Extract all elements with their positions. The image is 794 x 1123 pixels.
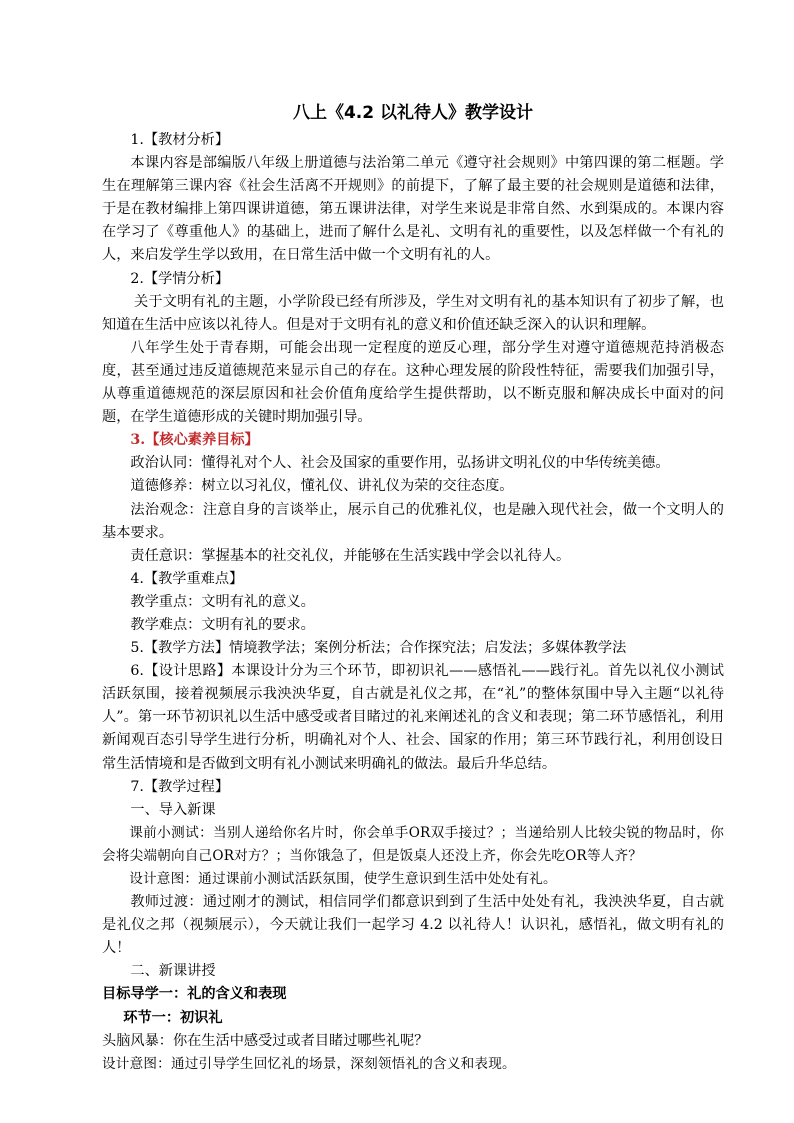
section-heading: 7.【教学过程】 — [130, 778, 230, 795]
paragraph: 设计意图：通过引导学生回忆礼的场景，深刻领悟礼的含义和表现。 — [102, 1055, 516, 1072]
section-heading: 3.【核心素养目标】 — [130, 432, 259, 449]
subsection-heading: 二、新课讲授 — [130, 963, 216, 980]
section-heading: 1.【教材分析】 — [130, 132, 230, 148]
paragraph: 教学重点：文明有礼的意义。 — [130, 593, 315, 610]
section-heading: 2.【学情分析】 — [130, 270, 230, 287]
section-heading: 5.【教学方法】情境教学法；案例分析法；合作探究法；启发法；多媒体教学法 — [130, 640, 627, 657]
document-title: 八上《4.2 以礼待人》教学设计 — [292, 103, 534, 123]
paragraph: 法治观念：注意自身的言谈举止，展示自己的优雅礼仪，也是融入现代社会，做一个文明人的基本要求。 — [102, 501, 724, 541]
link-heading: 环节一：初识礼 — [123, 1009, 223, 1026]
paragraph: 政治认同：懂得礼对个人、社会及国家的重要作用，弘扬讲文明礼仪的中华传统美德。 — [130, 455, 670, 472]
subsection-heading: 一、导入新课 — [130, 801, 216, 818]
paragraph: 本课内容是部编版八年级上册道德与法治第二单元《遵守社会规则》中第四课的第二框题。学生在理解第三课内容《社会生活离不开规则》的前提下，了解了最主要的社会规则是道德和法律，于是在教材编排上第四课讲道德，第五课讲法律，对学生来说是非常自然、水到渠成的。本课内容在学习了《尊重他人》的基础上，进而了解什么是礼、文明有礼的重要性，以及怎样做一个有礼的人，来启发学生学以致用，在日常生活中做一个文明有礼的人。 — [102, 155, 724, 264]
paragraph: 道德修养：树立以习礼仪，懂礼仪、讲礼仪为荣的交往态度。 — [130, 478, 514, 495]
paragraph: 责任意识：掌握基本的社交礼仪，并能够在生活实践中学会以礼待人。 — [130, 547, 571, 564]
paragraph: 八年学生处于青春期，可能会出现一定程度的逆反心理，部分学生对遵守道德规范持消极态度，甚至通过违反道德规范来显示自己的存在。这种心理发展的阶段性特征，需要我们加强引导，从尊重道德规范的深层原因和社会价值角度给学生提供帮助，以不断克服和解决成长中面对的问题，在学生道德形成的关键时期加强引导。 — [102, 339, 724, 426]
paragraph: 课前小测试：当别人递给你名片时，你会单手OR双手接过？；当递给别人比较尖锐的物品时，你会将尖端朝向自己OR对方？；当你饿急了，但是饭桌人还没上齐，你会先吃OR等人齐？ — [102, 824, 724, 864]
paragraph: 教学难点：文明有礼的要求。 — [130, 616, 315, 633]
paragraph: 教师过渡：通过刚才的测试，相信同学们都意识到到了生活中处处有礼，我泱泱华夏，自古就是礼仪之邦（视频展示），今天就让我们一起学习 4.2 以礼待人！认识礼，感悟礼，做文明有礼的人！ — [102, 894, 724, 957]
document-body — [102, 100, 724, 1076]
paragraph: 设计意图：通过课前小测试活跃氛围，使学生意识到生活中处处有礼。 — [129, 871, 557, 887]
section-heading: 4.【教学重难点】 — [130, 570, 244, 587]
paragraph: 关于文明有礼的主题，小学阶段已经有所涉及，学生对文明有礼的基本知识有了初步了解，也知道在生活中应该以礼待人。但是对于文明有礼的意义和价值还缺乏深入的认识和理解。 — [102, 293, 724, 333]
paragraph: 头脑风暴：你在生活中感受过或者目睹过哪些礼呢？ — [102, 1032, 429, 1049]
goal-heading: 目标导学一：礼的含义和表现 — [102, 986, 287, 1003]
paragraph: 6.【设计思路】本课设计分为三个环节，即初识礼——感悟礼——践行礼。首先以礼仪小测试活跃氛围，接着视频展示我泱泱华夏，自古就是礼仪之邦，在“礼”的整体氛围中导入主题“以礼待人”。第一环节初识礼以生活中感受或者目睹过的礼来阐述礼的含义和表现；第二环节感悟礼，利用新闻观百态引导学生进行分析，明确礼对个人、社会、国家的作用；第三环节践行礼，利用创设日常生活情境和是否做到文明有礼小测试来明确礼的做法。最后升华总结。 — [102, 663, 724, 772]
